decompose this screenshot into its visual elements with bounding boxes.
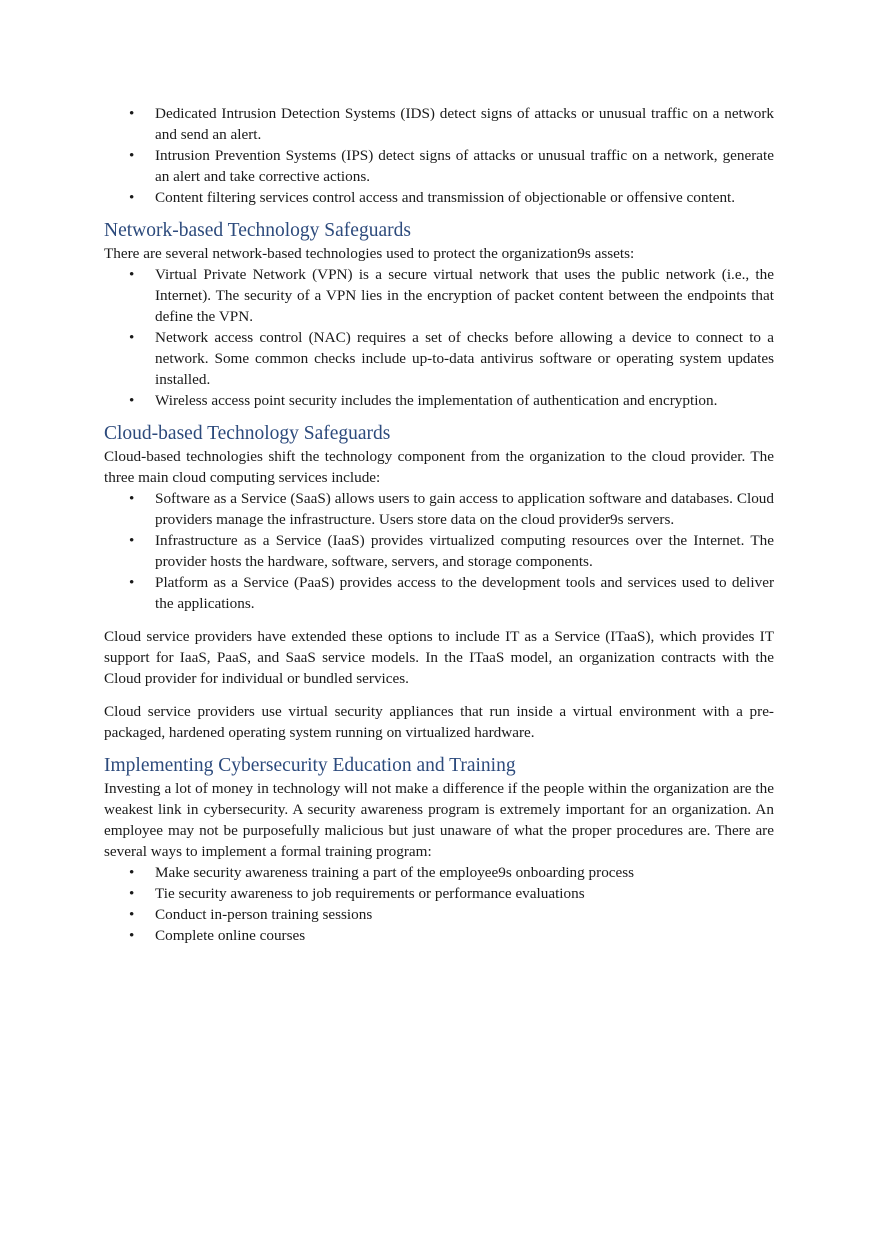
cloud-intro: Cloud-based technologies shift the technology component from the organization to the cloud provider. The three main cloud computing services include: xyxy=(104,448,774,486)
bullet-icon: • xyxy=(129,105,135,122)
training-bullet-list xyxy=(104,862,774,946)
list-item: • Intrusion Prevention Systems (IPS) detect signs of attacks or unusual traffic on a network, generate an alert and take corrective actions. xyxy=(129,147,774,185)
list-item: • Conduct in-person training sessions xyxy=(129,906,373,923)
itaas-paragraph: Cloud service providers have extended these options to include IT as a Service (ITaaS), which provides IT support for IaaS, PaaS, and SaaS service models. In the ITaaS model, an organization contracts with the Cloud provider for individual or bundled services. xyxy=(104,628,774,687)
virtual-appliance-paragraph: Cloud service providers use virtual security appliances that run inside a virtual environment with a pre-packaged, hardened operating system running on virtualized hardware. xyxy=(104,703,774,741)
network-safeguards-heading: Network-based Technology Safeguards xyxy=(104,220,411,241)
list-item: • Make security awareness training a part of the employee9s onboarding process xyxy=(129,864,635,881)
network-bullet-list xyxy=(104,264,774,411)
cloud-bullet-list xyxy=(104,488,774,614)
bullet-icon: • xyxy=(129,490,135,507)
list-item: • Dedicated Intrusion Detection Systems (IDS) detect signs of attacks or unusual traffic on a network and send an alert. xyxy=(129,105,774,143)
cloud-safeguards-heading: Cloud-based Technology Safeguards xyxy=(104,423,391,444)
bullet-icon: • xyxy=(129,532,135,549)
top-bullet-list xyxy=(104,103,774,208)
bullet-icon: • xyxy=(129,906,135,923)
document-page xyxy=(104,103,774,946)
bullet-icon: • xyxy=(129,147,135,164)
bullet-icon: • xyxy=(129,574,135,591)
training-intro: Investing a lot of money in technology will not make a difference if the people within the organization are the weakest link in cybersecurity. A security awareness program is extremely important for an organization. An employee may not be purposefully malicious but just unaware of what the proper procedures are. There are several ways to implement a formal training program: xyxy=(104,780,774,860)
list-item: • Platform as a Service (PaaS) provides access to the development tools and services used to deliver the applications. xyxy=(129,574,774,612)
bullet-icon: • xyxy=(129,864,135,881)
list-item: • Content filtering services control access and transmission of objectionable or offensive content. xyxy=(129,189,736,206)
list-item: • Infrastructure as a Service (IaaS) provides virtualized computing resources over the Internet. The provider hosts the hardware, software, servers, and storage components. xyxy=(129,532,774,570)
bullet-icon: • xyxy=(129,329,135,346)
list-item: • Network access control (NAC) requires a set of checks before allowing a device to connect to a network. Some common checks include up-to-data antivirus software or operating system updates installed. xyxy=(129,329,774,388)
list-item: • Wireless access point security includes the implementation of authentication and encryption. xyxy=(129,392,718,409)
list-item: • Virtual Private Network (VPN) is a secure virtual network that uses the public network (i.e., the Internet). The security of a VPN lies in the encryption of packet content between the endpoints that define the VPN. xyxy=(129,266,774,325)
bullet-icon: • xyxy=(129,189,135,206)
bullet-icon: • xyxy=(129,927,135,944)
bullet-icon: • xyxy=(129,392,135,409)
list-item: • Complete online courses xyxy=(129,927,306,944)
bullet-icon: • xyxy=(129,885,135,902)
training-heading: Implementing Cybersecurity Education and Training xyxy=(104,755,516,776)
bullet-icon: • xyxy=(129,266,135,283)
list-item: • Tie security awareness to job requirements or performance evaluations xyxy=(129,885,585,902)
network-intro: There are several network-based technologies used to protect the organization9s assets: xyxy=(104,245,635,262)
list-item: • Software as a Service (SaaS) allows users to gain access to application software and databases. Cloud providers manage the infrastructure. Users store data on the cloud provider9s servers. xyxy=(129,490,774,528)
